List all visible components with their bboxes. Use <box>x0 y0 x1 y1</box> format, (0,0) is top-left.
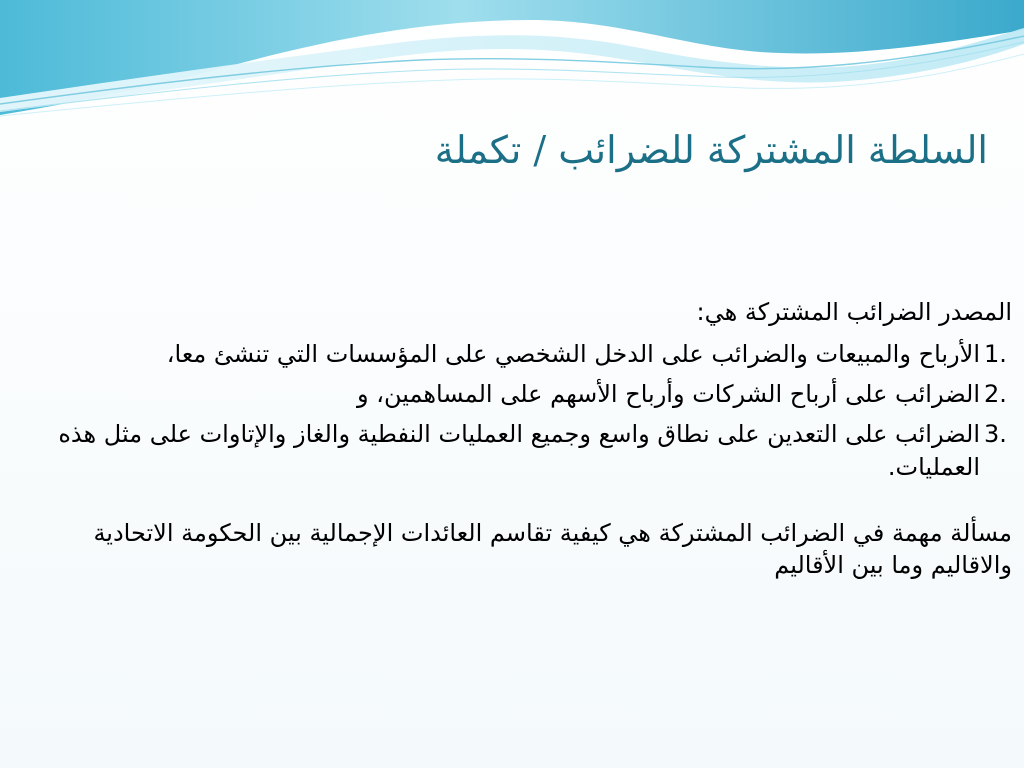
list-item-number: 2. <box>984 380 1007 409</box>
slide-title: السلطة المشتركة للضرائب / تكملة <box>434 128 988 172</box>
decorative-wave-header <box>0 0 1024 130</box>
numbered-list <box>17 338 1012 483</box>
list-item <box>17 338 1012 370</box>
list-item <box>17 418 1012 482</box>
list-item-number: 1. <box>984 340 1007 369</box>
intro-text: المصدر الضرائب المشتركة هي: <box>696 298 1012 326</box>
list-item-number: 3. <box>984 420 1007 449</box>
list-item <box>17 378 1012 410</box>
slide-content <box>17 296 1012 605</box>
list-item-text: الأرباح والمبيعات والضرائب على الدخل الشخصي على المؤسسات التي تنشئ معا، <box>166 340 980 369</box>
list-item-text: الضرائب على أرباح الشركات وأرباح الأسهم على المساهمين، و <box>356 380 980 409</box>
important-note-text: مسألة مهمة في الضرائب المشتركة هي كيفية تقاسم العائدات الإجمالية بين الحكومة الاتحادية والاقاليم وما بين الأقاليم <box>93 518 1012 579</box>
list-item-text: الضرائب على التعدين على نطاق واسع وجميع العمليات النفطية والغاز والإتاوات على مثل هذه العمليات. <box>58 420 980 481</box>
wave-shape-top <box>0 0 1024 115</box>
